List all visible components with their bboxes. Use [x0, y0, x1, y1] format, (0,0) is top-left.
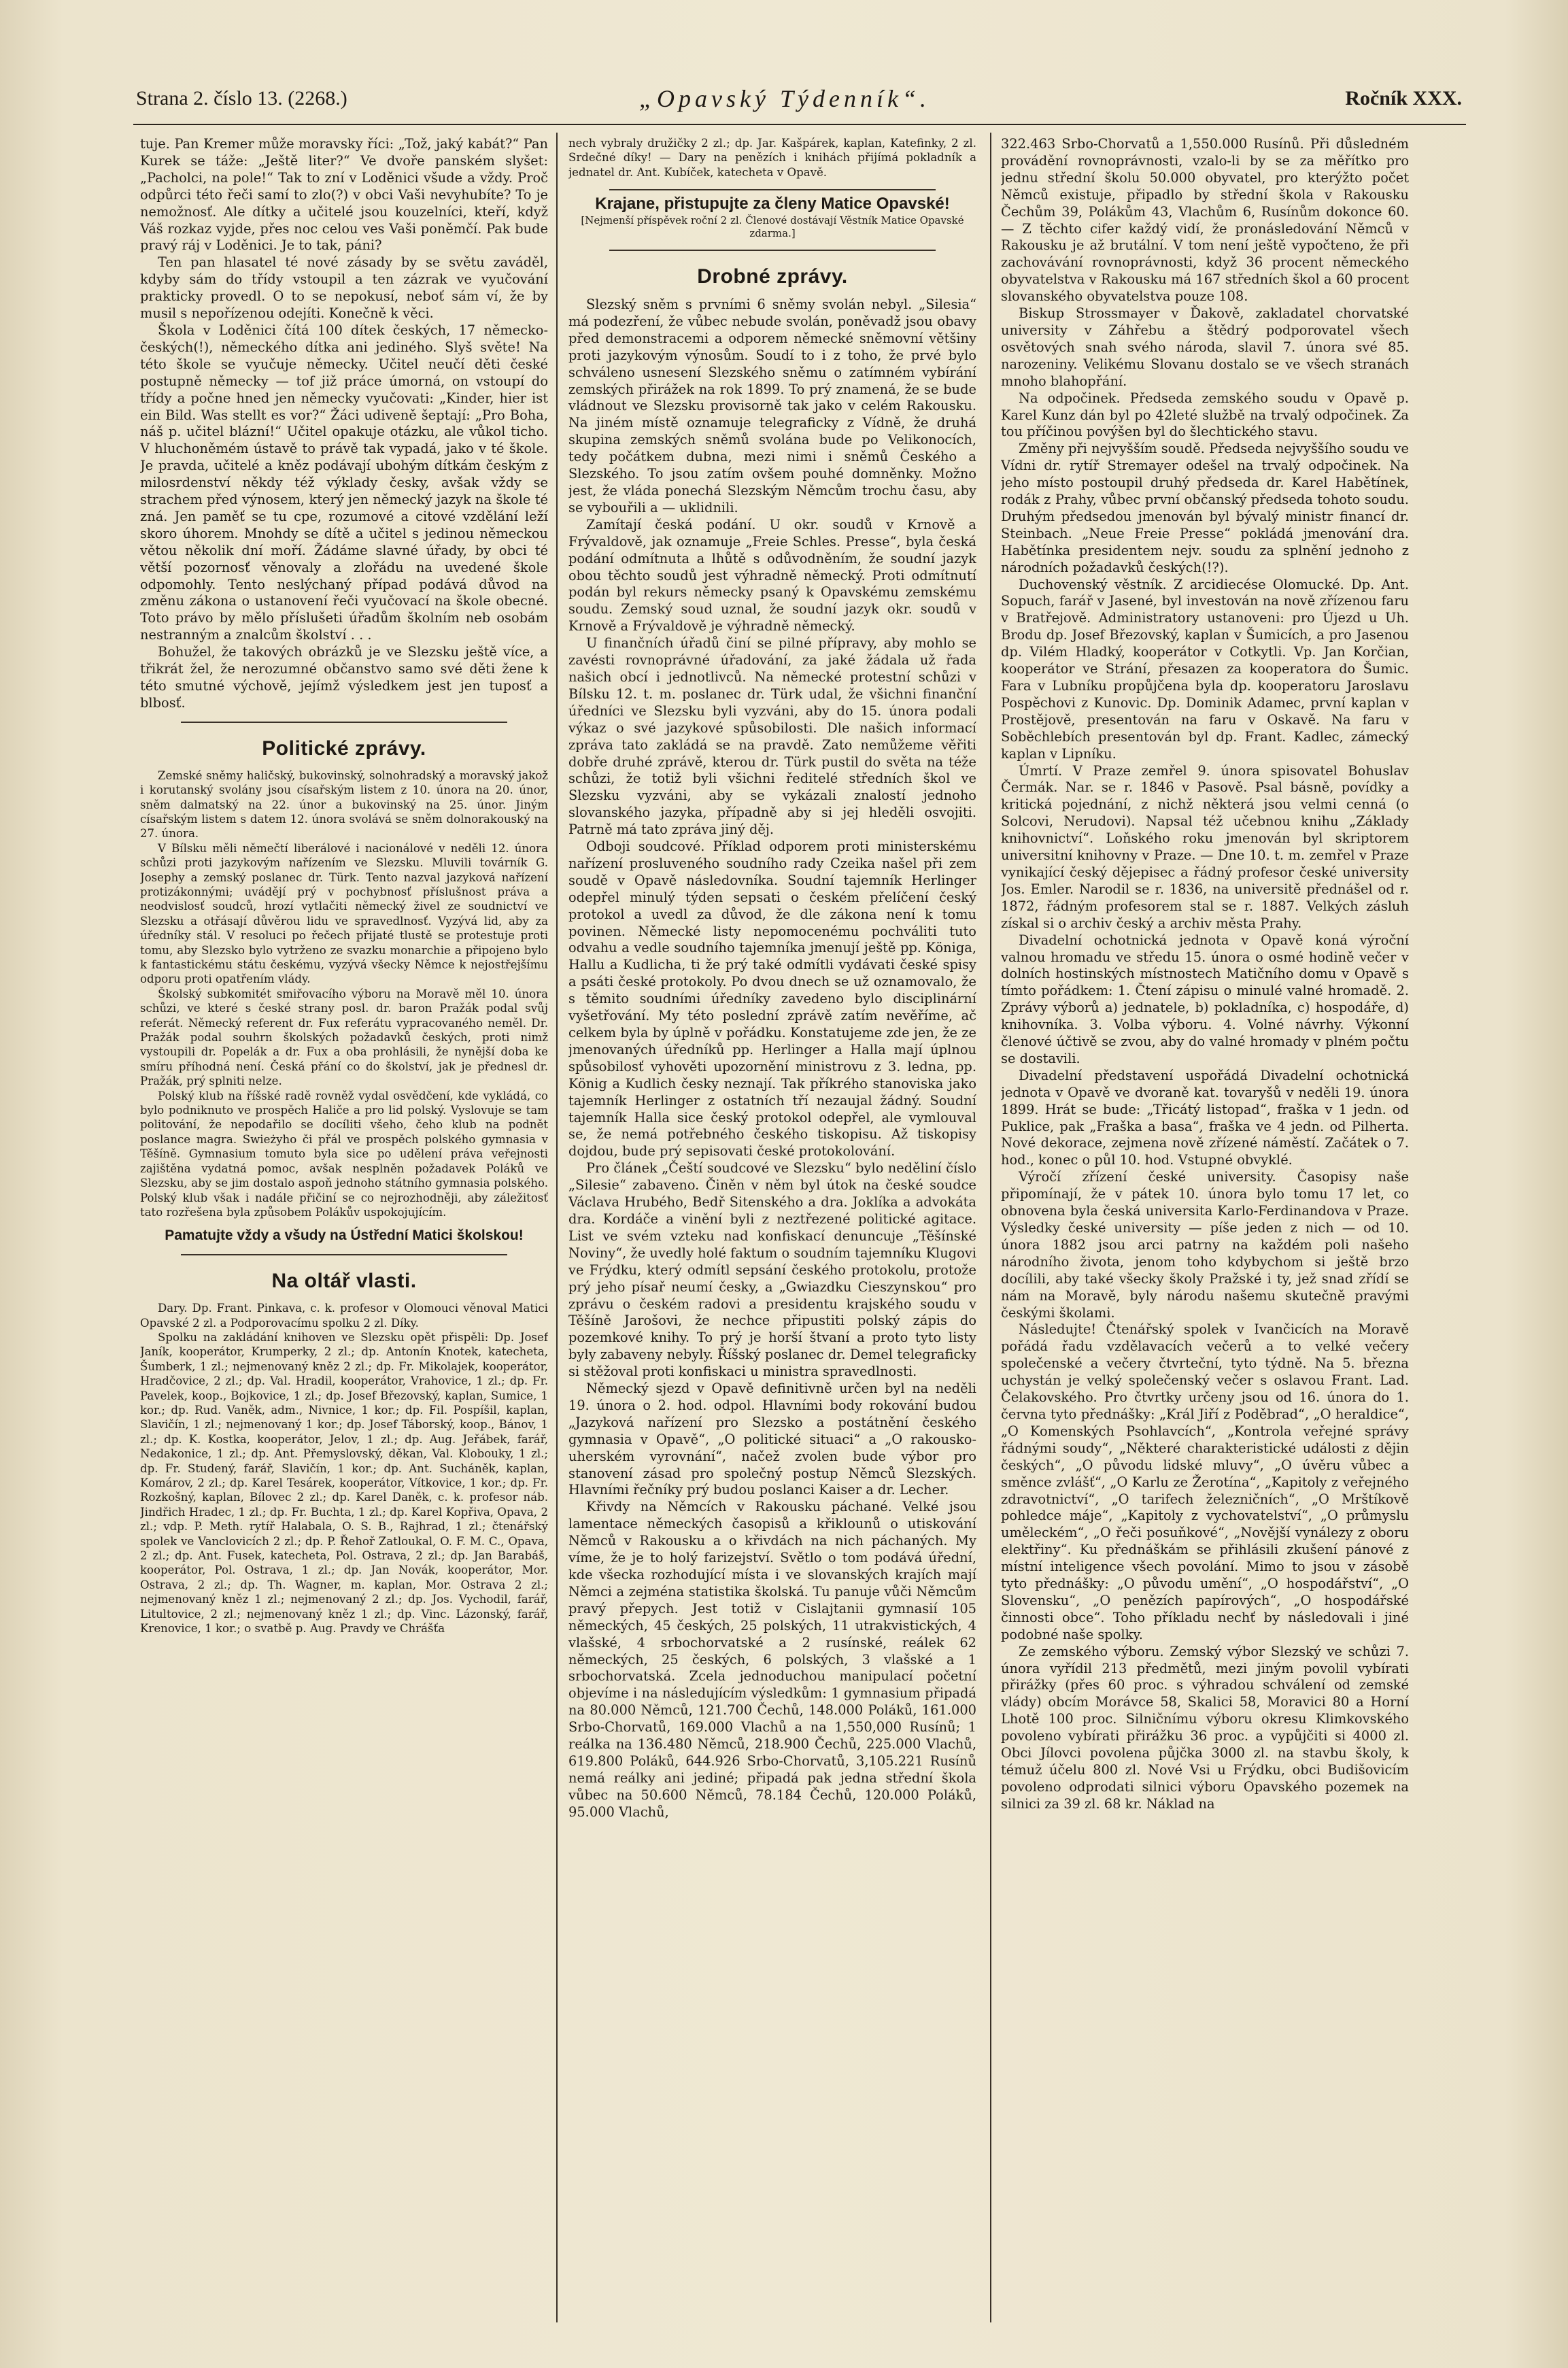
section-divider: [609, 189, 936, 190]
news-item: Německý sjezd v Opavě definitivně určen byl na neděli 19. února o 2. hod. odpol. Hlavními body rokování budou „Jazyková nařízení pro Slezsko a postátnění českého gymnasia v Opavě“, „O politické situaci“ a „O rakousko-uherském vyrovnání“, načež zvolen bude výbor pro stanovení zásad pro společný postup Němců Slezských. Hlavními řečníky prý budou poslanci Kaiser a dr. Lecher.: [568, 1381, 976, 1498]
column-divider: [990, 133, 991, 2322]
column-middle: [568, 136, 976, 2346]
page-header: [136, 80, 1469, 121]
section-heading-political-news: Politické zprávy.: [262, 737, 426, 760]
donation-list: Spolku na zakládání knihoven ve Slezsku opět přispěli: Dp. Josef Janík, kooperátor, Krumperky, 2 zl.; dp. Antonín Knotek, katecheta, Šumberk, 1 zl.; nejmenovaný kněz 2 zl.; dp. Fr. Mikolajek, kooperátor, Hradčovice, 2 zl.; dp. Val. Hradil, kooperátor, Vrahovice, 1 zl.; dp. Fr. Pavelek, koop., Bojkovice, 1 zl.; dp. Josef Březovský, kaplan, Sumice, 1 kor.; dp. Rud. Vaněk, adm., Nivnice, 1 kor.; dp. Fil. Pospíšil, kaplan, Slavičín, 1 zl.; nejmenovaný 1 kor.; dp. Josef Táborský, koop., Bánov, 1 zl.; dp. K. Kostka, kooperátor, Jelov, 1 zl.; dp. Aug. Jeřábek, farář, Nedakonice, 1 zl.; dp. Ant. Přemyslovský, děkan, Val. Klobouky, 1 zl.; dp. Fr. Studený, farář, Slavičín, 1 kor.; dp. Ant. Sucháněk, kaplan, Komárov, 2 zl.; dp. Karel Tesárek, kooperátor, Vítkovice, 1 kor.; dp. Fr. Rozkošný, kaplan, Bílovec 2 zl.; dp. Karel Daněk, c. k. profesor náb. Jindřich Hradec, 1 zl.; dp. Fr. Buchta, 1 zl.; dp. Karel Kopřiva, Opava, 2 zl.; vdp. P. Meth. rytíř Halabala, O. S. B., Rajhrad, 1 zl.; čtenářský spolek ve Vanclovicích 2 zl.; dp. P. Řehoř Zatloukal, O. F. M. C., Opava, 2 zl.; dp. Ant. Fusek, katecheta, Pol. Ostrava, 2 zl.; dp. Jan Barabáš, kooperátor, Pol. Ostrava, 1 zl.; dp. Jan Novák, kooperátor, Mor. Ostrava, 2 zl.; dp. Th. Wagner, m. kaplan, Mor. Ostrava 2 zl.; nejmenovaný kněz 1 zl.; nejmenovaný 2 zl.; dp. Jos. Vychodil, farář, Litultovice, 2 zl.; nejmenovaný kněz 1 zl.; dp. Vinc. Lázonský, farář, Krenovice, 1 kor.; o svatbě p. Aug. Pravdy ve Chrášťa: [140, 1330, 548, 1636]
section-divider: [609, 250, 936, 251]
matice-notice-text: [Nejmenší příspěvek roční 2 zl. Členové dostávají Věstník Matice Opavské zdarma.]: [581, 214, 964, 240]
news-item: 322.463 Srbo-Chorvatů a 1,550.000 Rusínů. Při důsledném provádění rovnoprávnosti, vzalo-li by se za měřítko pro jednu střední školu 50.000 obyvatel, pro kterýžto počet Němců existuje, připadlo by střední škola v Rakousku Čechům 39, Polákům 43, Vlachům 6, Rusínům dokonce 60. — Z těchto cifer každý vidí, že pronásledování Němců v Rakousku je až brutální. V tom není ještě vypočteno, že při zachovávání rovnoprávnosti, když 36 procent německého obyvatelstva v Rakousku má 167 středních škol a 60 procent slovanského obyvatelstva pouze 108.: [1001, 136, 1409, 305]
section-heading-short-news: Drobné zprávy.: [697, 265, 848, 288]
news-item: Školský subkomitét smiřovacího výboru na Moravě měl 10. února schůzi, ve které s české strany posl. dr. baron Pražák podal svůj referát. Německý referent dr. Fux referátu vypracovaného neměl. Dr. Pražák podal souhrn školských požadavků českých, proti nimž vystoupili dr. Popelák a dr. Fux a oba prohlásili, že nynější doba ke smíru příhodná není. Česká přání co do školství, jak je přednesl dr. Pražák, prý splniti nelze.: [140, 987, 548, 1088]
article-paragraph: Bohužel, že takových obrázků je ve Slezsku ještě více, a třikrát žel, že nerozumné občanstvo samo své děti žene k této smutné výchově, jejímž výsledkem jest jen tuposť a blbosť.: [140, 644, 548, 711]
news-item: Duchovenský věstník. Z arcidiecése Olomucké. Dp. Ant. Sopuch, farář v Jasené, byl investován na nově zřízenou faru v Bratřejově. Administratory ustanoveni: pro Újezd u Uh. Brodu dp. Josef Březovský, kaplan v Šumicích, a pro Jasenou dp. Vilém Hladký, kooperátor v Cotkytli. Vp. Jan Korčian, kooperátor ve Strání, přesazen za kooperatora do Šumic. Fara v Lubníku propůjčena byla dp. kooperatoru Jaroslavu Pospěchovi z Kunovic. Dp. Dominik Adameс, první kaplan v Prostějově, presentován na faru v Oskavě. Na faru v Soběchlebích presentován byl dp. Frant. Kadlec, zámecký kaplan v Lipníku.: [1001, 576, 1409, 762]
news-item: Změny při nejvyšším soudě. Předseda nejvyššího soudu ve Vídni dr. rytíř Stremayer odešel na trvalý odpočinek. Na jeho místo postoupil druhý předseda dr. Karel Habětínek, rodák z Prahy, vůbec první občanský předseda tohoto soudu. Druhým předsedou jmenován byl bývalý ministr financí dr. Steinbach. „Neue Freie Presse“ pokládá jmenování dra. Habětínka presidentem nejv. soudu za splnění jednoho z národních požadavků českých(!?).: [1001, 441, 1409, 575]
article-paragraph: Ten pan hlasatel té nové zásady by se světu zaváděl, kdyby sám do třídy vstoupil a ten zázrak ve vyučování prakticky provedl. O to se nepokusí, neboť sám ví, že by musil s nepořízenou odejíti. Konečně k věci.: [140, 254, 548, 322]
donation-list-continued: nech vybraly družičky 2 zl.; dp. Jar. Kašpárek, kaplan, Katefinky, 2 zl. Srdečné díky! — Dary na penězích i knihách přijímá pokladník a jednatel dr. Ant. Kubíček, katecheta v Opavě.: [568, 137, 976, 179]
news-item: Ze zemského výboru. Zemský výbor Slezský ve schůzi 7. února vyřídil 213 předmětů, mezi jiným povolil vybírati přirážky (přes 60 proc. s výhradou schválení od zemské vlády) obcím Morávce 58, Skalici 58, Moravici 80 a Horní Lhotě 100 proc. Silničnímu výboru okresu Klimkovského povoleno vybírati přirážku 36 proc. a vypůjčiti si 4000 zl. Obci Jílovci povolena půjčka 3000 zl. na stavbu školy, k témuž účelu 800 zl. Nové Vsi u Frýdku, obci Budišovicím povoleno odprodati silnici výboru Opavského pozemek na silnici za 39 zl. 68 kr. Náklad na: [1001, 1643, 1409, 1812]
news-item: Slezský sněm s prvními 6 sněmy svolán nebyl. „Silesia“ má podezření, že vůbec nebude svolán, poněvadž jsou obavy před demonstracemi a odporem německé sněmovní většiny proti jazykovým výnosům. Soudí to i z toho, že prvé bylo schváleno usnesení Slezského sněmu o zatímném vybírání zemských přirážek na rok 1899. To prý znamená, že se bude vládnout ve Slezsku provisorně tak jako v celém Rakousku. Na jiném místě oznamuje telegraficky z Vídně, že druhá skupina zemských sněmů svolána bude po Velikonocích, tedy počátkem dubna, mezi nimi i sněmů Českého a Slezského. To jsou zatím ovšem pouhé domněnky. Možno jest, že vláda ponechá Slezským Němcům trochu času, aby se vybouřili a — uklidnili.: [568, 297, 976, 515]
volume-number: Ročník XXX.: [1345, 87, 1462, 109]
article-paragraph: tuje. Pan Kremer může moravsky říci: „Tož, jaký kabát?“ Pan Kurek se táže: „Ještě liter?“ Ve dvoře panském slyšet: „Pacholci, na pole!“ Tak to zní v Loděnici všude a vždy. Proč odpůrci této řeči samí to zlo(?) v obci Vaši nevyhubíte? To je nemožnosť. Ale dítky a učitelé jsou kouzelníci, kteří, když Váš rozkaz vyjde, přes noc celou ves Vaši poněmčí. Pak bude pravý ráj v Loděnici. Je to tak, páni?: [140, 136, 548, 254]
paper-title: „Opavský Týdenník“.: [639, 85, 930, 112]
news-item: Divadelní představení uspořádá Divadelní ochotnická jednota v Opavě ve dvoraně kat. tovaryšů v neděli 19. února 1899. Hrát se bude: „Třicátý listopad“, fraška v 1 jedn. od Puklice, pak „Fraška a basa“, fraška ve 4 jedn. od Pilherta. Nové dekorace, zejmena nově zřízené náměstí. Začátek o 7. hod., konec o půl 10. hod. Vstupné obvyklé.: [1001, 1067, 1409, 1168]
news-item: Zamítají česká podání. U okr. soudů v Krnově a Frývaldově, jak oznamuje „Freie Schles. Presse“, byla česká podání odmítnuta a lhůtě s odůvodněním, že soudní jazyk obou těchto soudů jest výhradně německý. Proti odmítnutí podán byl rekurs německy psaný k Opavskému zemskému soudu. Zemský soud uznal, že soudní jazyk okr. soudů v Krnově a Frývaldově je výhradně německý.: [568, 516, 976, 635]
news-item: Úmrtí. V Praze zemřel 9. února spisovatel Bohuslav Čermák. Nar. se r. 1846 v Pasově. Psal básně, povídky a kritická pojednání, z nichž některá jsou velmi cenná (o Solcovi, Nerudovi). Napsal též učebnou knihu „Základy knihovnictví“. Loňského roku jmenován byl skriptorem universitní knihovny v Praze. — Dne 10. t. m. zemřel v Praze vynikající český dějepisec a řádný profesor české university Jos. Emler. Narodil se r. 1836, na universitě přednášel od r. 1872, řádným profesorem stal se r. 1887. Velkých zásluh získal si o archiv český a archiv města Prahy.: [1001, 762, 1409, 931]
section-divider: [181, 1254, 507, 1255]
section-divider: [181, 722, 507, 723]
matice-notice-title: Krajane, přistupujte za členy Matice Opavské!: [595, 194, 950, 214]
news-item: Následujte! Čtenářský spolek v Ivančicích na Moravě pořádá řadu vzdělavacích večerů a to velké večery společenské a večery čtvrteční, tyto týdně. Na 5. března uchystán je velký společenský večer s oslavou Frant. Lad. Čelakovského. Pro čtvrtky určeny jsou od 16. února do 1. června tyto přednášky: „Král Jiří z Poděbrad“, „O heraldice“, „O Komenských Psohlavcích“, „Kontrola veřejné správy řádnými soudy“, „Některé charakteristické události z dějin českých“, „O původu lidské mluvy“, „O úvěru vůbec a směnce zvlášť“, „O Karlu ze Žerotína“, „Kapitoly z veřejného zdravotnictví“, „O tarifech železničních“, „O Mrštíkově pohledce máje“, „Kapitoly z vychovatelství“, „O průmyslu uměleckém“, „O řeči posuňkové“, „Novější vynálezy z oboru elektřiny“. Ku přednáškám se přihlásili zkušení pánové z místní inteligence všech povolání. Mimo to jsou v zásobě tyto přednášky: „O původu umění“, „O hospodářství“, „O Slovensku“, „O penězích papírových“, „O hospodářské činnosti obce“. Toho příkladu nechť by následovali i jiné podobné naše spolky.: [1001, 1321, 1409, 1642]
donation-item: Dary. Dp. Frant. Pinkava, c. k. profesor v Olomouci věnoval Matici Opavské 2 zl. a Podporovacímu spolku 2 zl. Díky.: [140, 1302, 548, 1330]
news-item: Křivdy na Němcích v Rakousku páchané. Velké jsou lamentace německých časopisů a křiklounů o utiskování Němců v Rakousku a o křivdách na nich páchaných. My víme, že je to holý farizejství. Světlo o tom podává úřední, kde všecka rozhodující místa i ve slovanských krajích mají Němci a zejména statistika školská. Tu panuje vůči Němcům pravý přepych. Jest totiž v Cislajtanii gymnasií 105 německých, 45 českých, 25 polských, 11 utrakvistických, 4 vlašské, 4 srbochorvatské a 2 rusínské, reálek 62 německých, 25 českých, 6 polských, 3 vlašské a 1 srbochorvatská. Zcela jednoduchou manipulací početní objevíme i na následujícím výsledkům: 1 gymnasium připadá na 80.000 Němců, 121.700 Čechů, 148.000 Poláků, 161.000 Srbo-Chorvatů, 169.000 Vlachů a na 1,550,000 Rusínů; 1 reálka na 136.480 Němců, 218.900 Čechů, 225.000 Vlachů, 619.800 Poláků, 644.926 Srbo-Chorvatů, 3,105.221 Rusínů nemá reálky ani jediné; připadá pak jedna střední škola vůbec na 50.600 Němců, 78.184 Čechů, 120.000 Poláků, 95.000 Vlachů,: [568, 1499, 976, 1820]
news-item: Divadelní ochotnická jednota v Opavě koná výroční valnou hromadu ve středu 15. února o osmé hodině večer v dolních hostinských místnostech Matičního domu v Opavě s tímto pořádkem: 1. Čtení zápisu o minulé valné hromadě. 2. Zprávy výborů a) jednatele, b) pokladníka, c) hospodáře, d) knihovníka. 3. Volba výboru. 4. Volné návrhy. Výkonní členové účtivě se zvou, aby do valné hromady v plném počtu se dostavili.: [1001, 932, 1409, 1066]
article-paragraph: Škola v Loděnici čítá 100 dítek českých, 17 německo-českých(!), německého dítka ani jediného. Slyš světe! Na této škole se vyučuje německy. Učitel neučí děti české postupně německy — tof již práce úmorná, on vstoupí do třídy a počne hned jen německy vyučovati: „Kinder, hier ist ein Bild. Was stellt es vor?“ Žáci udiveně šeptají: „Pro Boha, náš p. učitel blázní!“ Učitel opakuje otázku, ale vůkol ticho. V hluchoněmém ústavě to právě tak vypadá, jako v té škole. Je pravda, učitelé a kněz podávají ubohým dítkám českým z milosrdenství někdy též výklady česky, avšak vždy se strachem před výnosem, který jen německý jazyk na škole té zná. Jen paměť se tu cpe, rozumové a citové vzdělání leží skoro úhorem. Mnohdy se dítě a učitel s jedinou německou větou několik dní moří. Žádáme slavné úřady, by obci té větší pozornosť věnovaly a zlořádu na uvedené škole odpomohly. Tento neslýchaný případ podává důvod na změnu zákona o ustanovení řeči vyučovací na škole obecné. Toto právo by mělo příslušeti úřadům školním neb osobám nestranným a znalcům školství . . .: [140, 322, 548, 643]
motto-banner: Pamatujte vždy a všudy na Ústřední Matici školskou!: [165, 1228, 524, 1244]
news-item: Odboji soudcové. Příklad odporem proti ministerskému nařízení prosluveného soudního rady Czeika našel při zem soudě v Opavě následovníka. Soudní tajemník Herlinger odepřel minulý týden sepsati o českém přelíčení český protokol a uvedl za důvod, že dle zákona není k tomu povinen. Německé listy nepomocenému pochváliti tuto odvahu a vedle soudního tajemníka jmenují ještě pp. Königa, Hallu a Kudlicha, ti že prý také odmítli vydávati české spisy a psáti české protokoly. Po dvou dnech se už oznamovalo, že s těmito soudními úředníky zavedeno bylo disciplinární vyšetřování. My této poslední zprávě zatím nevěříme, ač celkem byla by úplně v pořádku. Konstatujeme zde jen, že ze jmenovaných úředníků pp. Herlinger a Halla mají úplnou spůsobilosť vyhověti upozornění ministrovu z 3. ledna, pp. König a Kudlich česky neznají. Tak příkrého stanoviska jako tajemník Herlinger z ostatních tří nezaujal žádný. Soudní tajemník Halla sice český protokol odepřel, ale vymlouval se, že nemá potřebného českého tiskopisu. Až tiskopisy dojdou, bude prý sepisovati české protokolování.: [568, 839, 976, 1160]
news-item: Pro článek „Čeští soudcové ve Slezsku“ bylo neděliní číslo „Silesie“ zabaveno. Činěn v něm byl útok na české soudce Václava Hrubého, Bedř Sitenského a dra. Joklíka a advokáta dra. Kordáče a vinění byli z neztřezené politické agitace. List ve svém vzteku nad konfiskací denuncuje „Těšínské Noviny“, že uvedly holé faktum o soudním tajemníku Klugovi ve Frýdku, který odmítl sepsání českého protokolu, protože prý jeho písař neumí česky, a „Gwiazdku Cieszynskou“ pro zprávu o českém radovi a presidentu krajského soudu v Těšíně Jarošovi, že nechce připustiti polský zápis do pozemkové knihy. To prý je horší štvaní a proto tyto listy byly zabaveny nebyly. Říšský poslanec dr. Demel telegraficky si stěžoval proti konfiskaci u ministra spravedlnosti.: [568, 1160, 976, 1380]
page-info: Strana 2. číslo 13. (2268.): [136, 87, 347, 109]
column-left: [140, 136, 548, 2346]
news-item: Výročí zřízení české university. Časopisy naše připomínají, že v pátek 10. února bylo tomu 17 let, co obnovena byla česká universita Karlo-Ferdinandova v Praze. Výsledky české university — píše jeden z nich — od 10. února 1882 jsou arci patrny na každém poli našeho národního života, jenom toho kdybychom si ještě brzo docílili, aby také všecky školy Pražské i ty, jež snad zřídí se nám na Moravě, byly národu našemu skutečně pravými českými školami.: [1001, 1169, 1409, 1321]
news-item: Polský klub na říšské radě rovněž vydal osvědčení, kde vykládá, co bylo podniknuto ve prospěch Haliče a pro lid polský. Vyslovuje se tam politování, že nepodařilo se docíliti všeho, čeho klub na podnět poslance magra. Swieżyho či přál ve prospěch polského gymnasia v Těšíně. Gymnasium tomuto byla sice po udělení práva veřejnosti zajištěna vydatná pomoc, avšak nesplněn požadavek Poláků ve Slezsku, aby se jim dostalo aspoň jednoho státního gymnasia polského. Polský klub však i nadále přičiní se co nejrozhodněji, aby záležitosť tato rozřešena byla způsobem Polákův uspokojujícím.: [140, 1089, 548, 1219]
column-divider: [556, 133, 558, 2322]
news-item: Biskup Strossmayer v Ďakově, zakladatel chorvatské university v Záhřebu a štědrý podporovatel všech osvětových snah svého národa, slavil 7. února své 85. narozeniny. Velikému Slovanu dostalo se ve všech stranách mnoho blahopřání.: [1001, 305, 1409, 389]
news-item: V Bílsku měli němečtí liberálové i nacionálové v neděli 12. února schůzi proti jazykovým nařízením ve Slezsku. Mluvili továrník G. Josephy a zemský poslanec dr. Türk. Tento nazval jazyková nařízení protizákonnými; uvádějí prý v pochybnosť příslušnost práva a neodvislosť soudců, hrozí vytlačiti německý živel ze soudnictví ve Slezsku a otřásají důvěrou lidu ve spravedlnosť. Vyzývá lid, aby za úředníky stál. V resoluci po řečech přijaté tlustě se protestuje proti tomu, aby Slezsko bylo vytrženo ze svazku monarchie a připojeno bylo k fantastickému státu českému, vyzývá všecky Němce k nejostřejšímu odporu proti opatřením vlády.: [140, 841, 548, 986]
column-right: [1001, 136, 1409, 2346]
news-item: Zemské sněmy haličský, bukovinský, solnohradský a moravský jakož i korutanský svolány jsou císařským listem z 10. února na 20. únor, sněm dalmatský na 22. únor a bukovinský na 25. únor. Jiným císařským listem s datem 12. února svolává se sněm dolnorakouský na 27. února.: [140, 768, 548, 841]
news-item: U finančních úřadů činí se pilné přípravy, aby mohlo se zavésti rovnoprávné úřadování, za jaké žádala už řada našich obcí i jednotlivců. Na německé protestní schůzi v Bílsku 12. t. m. poslanec dr. Türk udal, že všichni finanční úředníci ve Slezsku byli vyzváni, aby do 15. února podali výkaz o své jazykové spůsobilosti. Dle našich informací zpráva tato zakládá se na pravdě. Zato nemůžeme věřiti dobře druhé zprávě, kterou dr. Türk pustil do světa na téže schůzi, že totiž byli všichni ředitelé středních škol ve Slezsku vyzváni, aby se vykázali znalostí jednoho slovanského jazyka, případně aby si jej hleděli osvojiti. Patrně má tato zpráva jiný děj.: [568, 635, 976, 838]
header-rule: [133, 124, 1466, 125]
news-item: Na odpočinek. Předseda zemského soudu v Opavě p. Karel Kunz dán byl po 42leté službě na trvalý odpočinek. Za tou příčinou povýšen byl do šlechtického stavu.: [1001, 390, 1409, 440]
section-heading-donations: Na oltář vlasti.: [271, 1270, 417, 1293]
